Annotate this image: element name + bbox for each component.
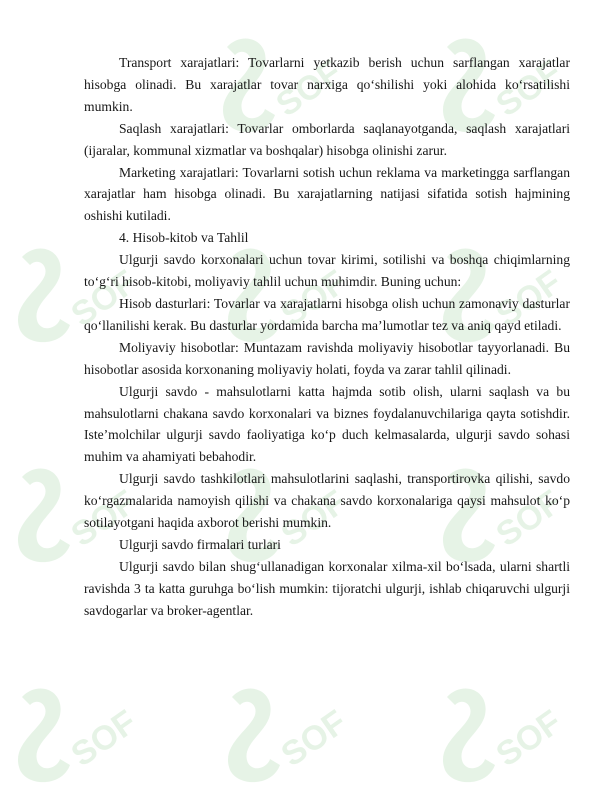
paragraph-wholesale-definition: Ulgurji savdo - mahsulotlarni katta hajmda sotib olish, ularni saqlash va bu mahsulotlarni chakana savdo korxonalari va biznes foydalanuvchilariga qayta sotishdir. Iste’molchilar ulgurji savdo faoliyatiga ko‘p duch kelmasalarda, ulgurji savdo sohasi muhim va ahamiyati bebahodir.	[84, 383, 570, 465]
svg-text:SOF: SOF	[64, 262, 144, 335]
watermark-logo	[210, 675, 380, 795]
section-heading-accounting: 4. Hisob-kitob va Tahlil	[119, 230, 249, 246]
section-heading-firm-types: Ulgurji savdo firmalari turlari	[119, 536, 281, 552]
svg-text:SOF: SOF	[269, 52, 349, 125]
paragraph-marketing-costs: Marketing xarajatlari: Tovarlarni sotish uchun reklama va marketingga sarflangan xarajatlar ham hisobga olinadi. Bu xarajatlarning natijasi sifatida sotish hajmining oshishi kutiladi.	[84, 164, 570, 224]
paragraph-accounting-software: Hisob dasturlari: Tovarlar va xarajatlarni hisobga olish uchun zamonaviy dasturlar qo‘llanilishi kerak. Bu dasturlar yordamida barcha ma’lumotlar tez va aniq qayd etiladi.	[84, 295, 570, 333]
svg-text:SOF: SOF	[489, 52, 569, 125]
document-body	[84, 52, 570, 622]
svg-text:SOF: SOF	[489, 702, 569, 775]
svg-text:SOF: SOF	[274, 702, 354, 775]
paragraph-firm-groups: Ulgurji savdo bilan shug‘ullanadigan korxonalar xilma-xil bo‘lsada, ularni shartli ravishda 3 ta katta guruhga bo‘lish mumkin: tijoratchi ulgurji, ishlab chiqaruvchi ulgurji savdogarlar va broker-agentlar.	[84, 558, 570, 618]
svg-text:SOF: SOF	[489, 482, 569, 555]
svg-text:SOF: SOF	[489, 262, 569, 335]
paragraph-accounting-intro: Ulgurji savdo korxonalari uchun tovar kirimi, sotilishi va boshqa chiqimlarning to‘g‘ri hisob-kitobi, moliyaviy tahlil uchun muhimdir. Buning uchun:	[84, 252, 570, 290]
svg-text:SOF: SOF	[274, 482, 354, 555]
paragraph-wholesale-organizations: Ulgurji savdo tashkilotlari mahsulotlarini saqlashi, transportirovka qilishi, savdo ko‘rgazmalarida namoyish qilishi va chakana savdo korxonalariga qaysi mahsulot ko‘p sotilayotgani haqida axborot berishi mumkin.	[84, 471, 570, 531]
svg-text:SOF: SOF	[274, 262, 354, 335]
paragraph-transport-costs: Transport xarajatlari: Tovarlarni yetkazib berish uchun sarflangan xarajatlar hisobga olinadi. Bu xarajatlar tovar narxiga qo‘shilishi yoki alohida ko‘rsatilishi mumkin.	[84, 55, 570, 114]
paragraph-storage-costs: Saqlash xarajatlari: Tovarlar omborlarda saqlanayotganda, saqlash xarajatlari (ijaralar, kommunal xizmatlar va boshqalar) hisobga olinishi zarur.	[84, 120, 570, 158]
watermark-logo	[0, 675, 170, 795]
paragraph-financial-reports: Moliyaviy hisobotlar: Muntazam ravishda moliyaviy hisobotlar tayyorlanadi. Bu hisobotlar asosida korxonaning moliyaviy holati, foyda va zarar tahlil qilinadi.	[84, 339, 570, 377]
watermark-logo	[425, 675, 595, 795]
svg-text:SOF: SOF	[64, 482, 144, 555]
svg-text:SOF: SOF	[64, 702, 144, 775]
